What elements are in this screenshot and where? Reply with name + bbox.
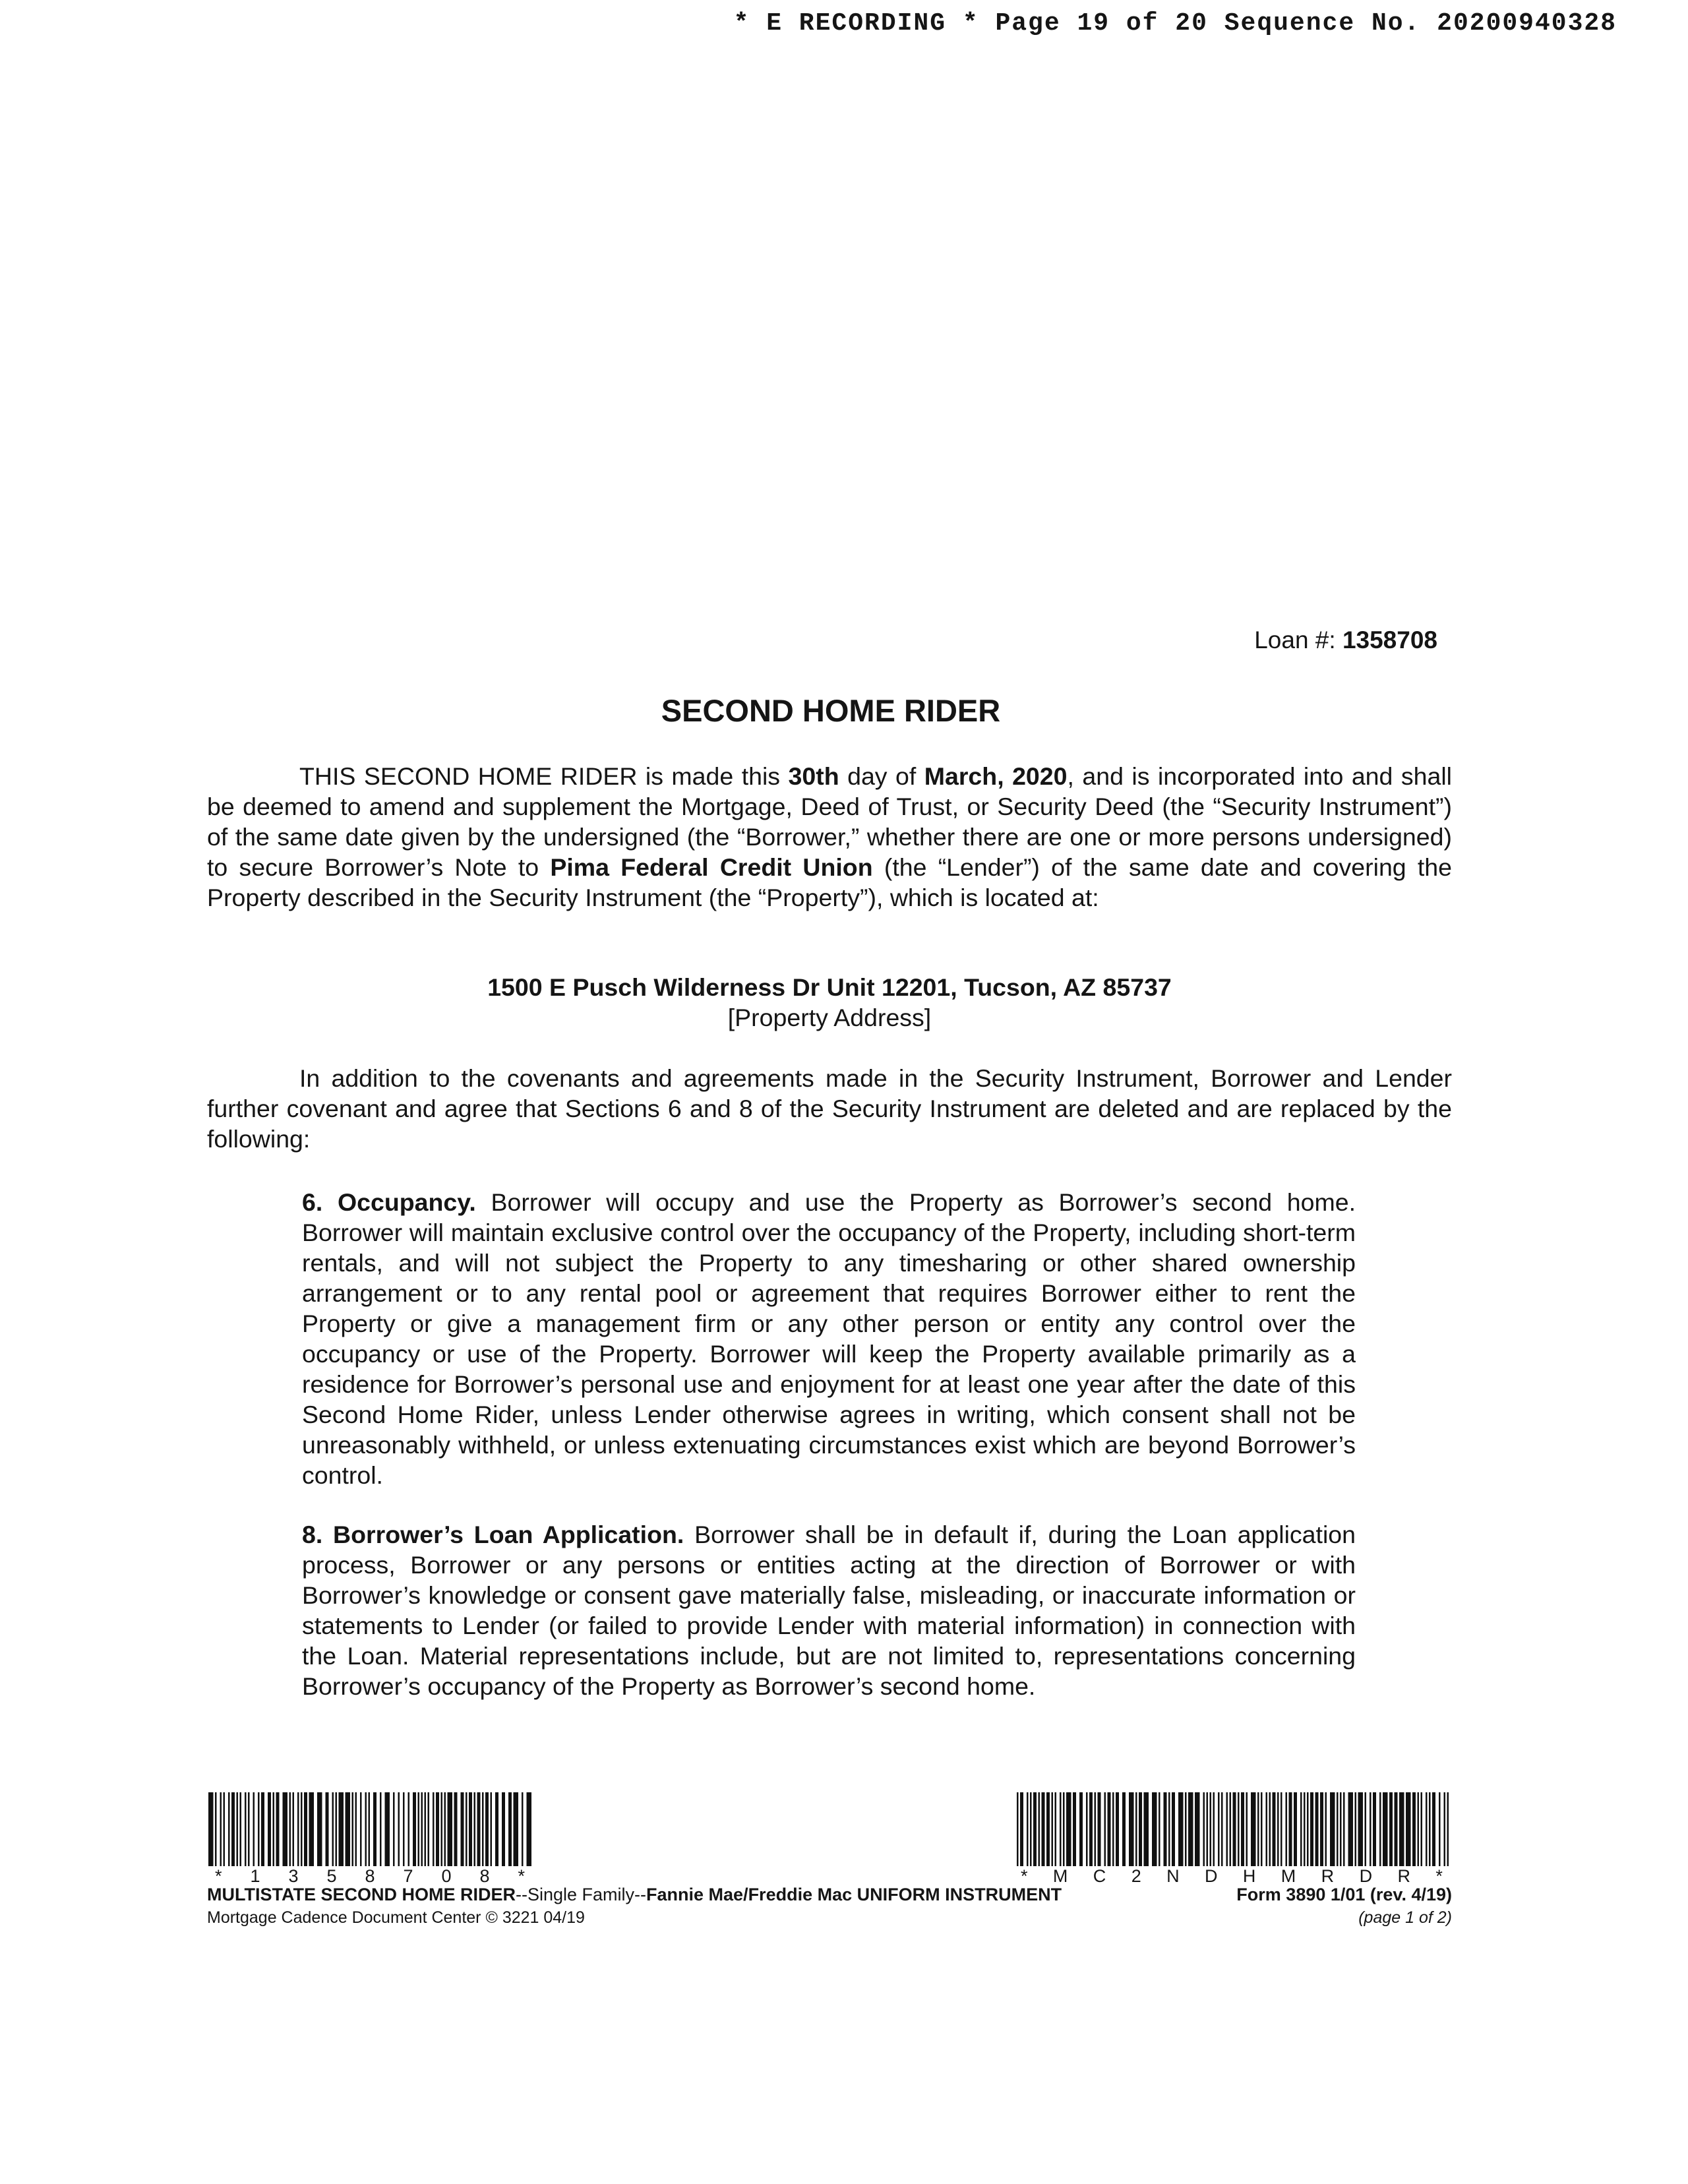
- loan-number-line: [1254, 626, 1437, 654]
- barcode-char: *: [518, 1866, 525, 1886]
- barcode-char: D: [1359, 1866, 1373, 1886]
- section-title: 6. Occupancy.: [302, 1188, 476, 1216]
- property-address-label: [Property Address]: [727, 1004, 932, 1031]
- barcode-char: N: [1166, 1866, 1180, 1886]
- form-desc-2: Fannie Mae/Freddie Mac UNIFORM INSTRUMENT: [646, 1885, 1062, 1904]
- section-occupancy: [302, 1187, 1356, 1490]
- barcode-char: 5: [326, 1866, 337, 1886]
- section-text: Borrower will occupy and use the Property as Borrower’s second home. Borrower will maintain exclusive control over the occupancy of the Property, including short-term rentals, and will not subject the Property to any timesharing or other shared ownership arrangement or to any rental pool or agreement that requires Borrower either to rent the Property or give a management firm or any other person or entity any control over the occupancy or use of the Property. Borrower will keep the Property available primarily as a residence for Borrower’s personal use and enjoyment for at least one year after the date of this Second Home Rider, unless Lender otherwise agrees in writing, which consent shall not be unreasonably withheld, or unless extenuating circumstances exist which are beyond Borrower’s control.: [302, 1188, 1356, 1489]
- footer-form-line: [207, 1885, 1452, 1905]
- loan-label: Loan #:: [1254, 626, 1336, 653]
- property-address: 1500 E Pusch Wilderness Dr Unit 12201, Tucson, AZ 85737: [487, 973, 1172, 1001]
- barcode-char: 1: [250, 1866, 260, 1886]
- barcode-char: *: [1435, 1866, 1443, 1886]
- loan-barcode: [207, 1792, 534, 1866]
- intro-text-2: day of: [839, 762, 924, 790]
- barcode-char: 0: [441, 1866, 452, 1886]
- barcode-char: 8: [365, 1866, 375, 1886]
- barcode-char: R: [1321, 1866, 1335, 1886]
- covenant-paragraph: In addition to the covenants and agreements made in the Security Instrument, Borrower and Lender further covenant and agree that Sections 6 and 8 of the Security Instrument are deleted and are replaced by the following:: [207, 1064, 1452, 1153]
- barcode-char: 3: [288, 1866, 299, 1886]
- page-number: (page 1 of 2): [1358, 1908, 1452, 1927]
- form-barcode-text: [1021, 1866, 1443, 1887]
- barcode-char: 7: [403, 1866, 413, 1886]
- lender-name: Pima Federal Credit Union: [550, 853, 873, 881]
- barcode-char: R: [1397, 1866, 1410, 1886]
- form-number: Form 3890 1/01 (rev. 4/19): [1236, 1885, 1452, 1904]
- form-desc-1: --Single Family--: [516, 1885, 647, 1904]
- barcode-char: *: [215, 1866, 222, 1886]
- property-address-block: [207, 972, 1452, 1033]
- loan-number: 1358708: [1342, 626, 1437, 653]
- intro-text-1: THIS SECOND HOME RIDER is made this: [299, 762, 789, 790]
- intro-text-4: (the “Lender”) of the same date and covering the Property described in the Security Instrument (the “Property”), which is located at:: [207, 853, 1453, 911]
- recording-header: * E RECORDING * Page 19 of 20 Sequence No. 20200940328: [733, 9, 1617, 38]
- intro-paragraph: [207, 761, 1452, 913]
- barcode-char: 8: [479, 1866, 490, 1886]
- barcode-char: M: [1052, 1866, 1068, 1886]
- intro-text-3: , and is incorporated into and shall be deemed to amend and supplement the Mortgage, Deed of Trust, or Security Deed (the “Security Instrument”) of the same date given by the undersigned (the “Borrower,” whether there are one or more persons undersigned) to secure Borrower’s Note to: [207, 762, 1452, 881]
- vendor-info: Mortgage Cadence Document Center © 3221 04/19: [207, 1908, 585, 1927]
- footer-vendor-line: [207, 1908, 1452, 1927]
- section-text: Borrower shall be in default if, during the Loan application process, Borrower or any persons or entities acting at the direction of Borrower or with Borrower’s knowledge or consent gave materially false, misleading, or inaccurate information or statements to Lender (or failed to provide Lender with material information) in connection with the Loan. Material representations include, but are not limited to, representations concerning Borrower’s occupancy of the Property as Borrower’s second home.: [302, 1521, 1356, 1700]
- document-title: SECOND HOME RIDER: [661, 693, 1001, 728]
- section-loan-application: [302, 1519, 1356, 1701]
- barcode-char: 2: [1131, 1866, 1141, 1886]
- rider-month-year: March, 2020: [924, 762, 1068, 790]
- barcode-char: H: [1242, 1866, 1256, 1886]
- barcode-char: *: [1021, 1866, 1028, 1886]
- barcode-char: M: [1281, 1866, 1296, 1886]
- form-barcode: [1015, 1792, 1451, 1866]
- section-title: 8. Borrower’s Loan Application.: [302, 1521, 684, 1548]
- rider-day: 30th: [788, 762, 839, 790]
- form-name: MULTISTATE SECOND HOME RIDER: [207, 1885, 516, 1904]
- barcode-char: C: [1093, 1866, 1106, 1886]
- loan-barcode-text: [215, 1866, 525, 1887]
- barcode-char: D: [1205, 1866, 1218, 1886]
